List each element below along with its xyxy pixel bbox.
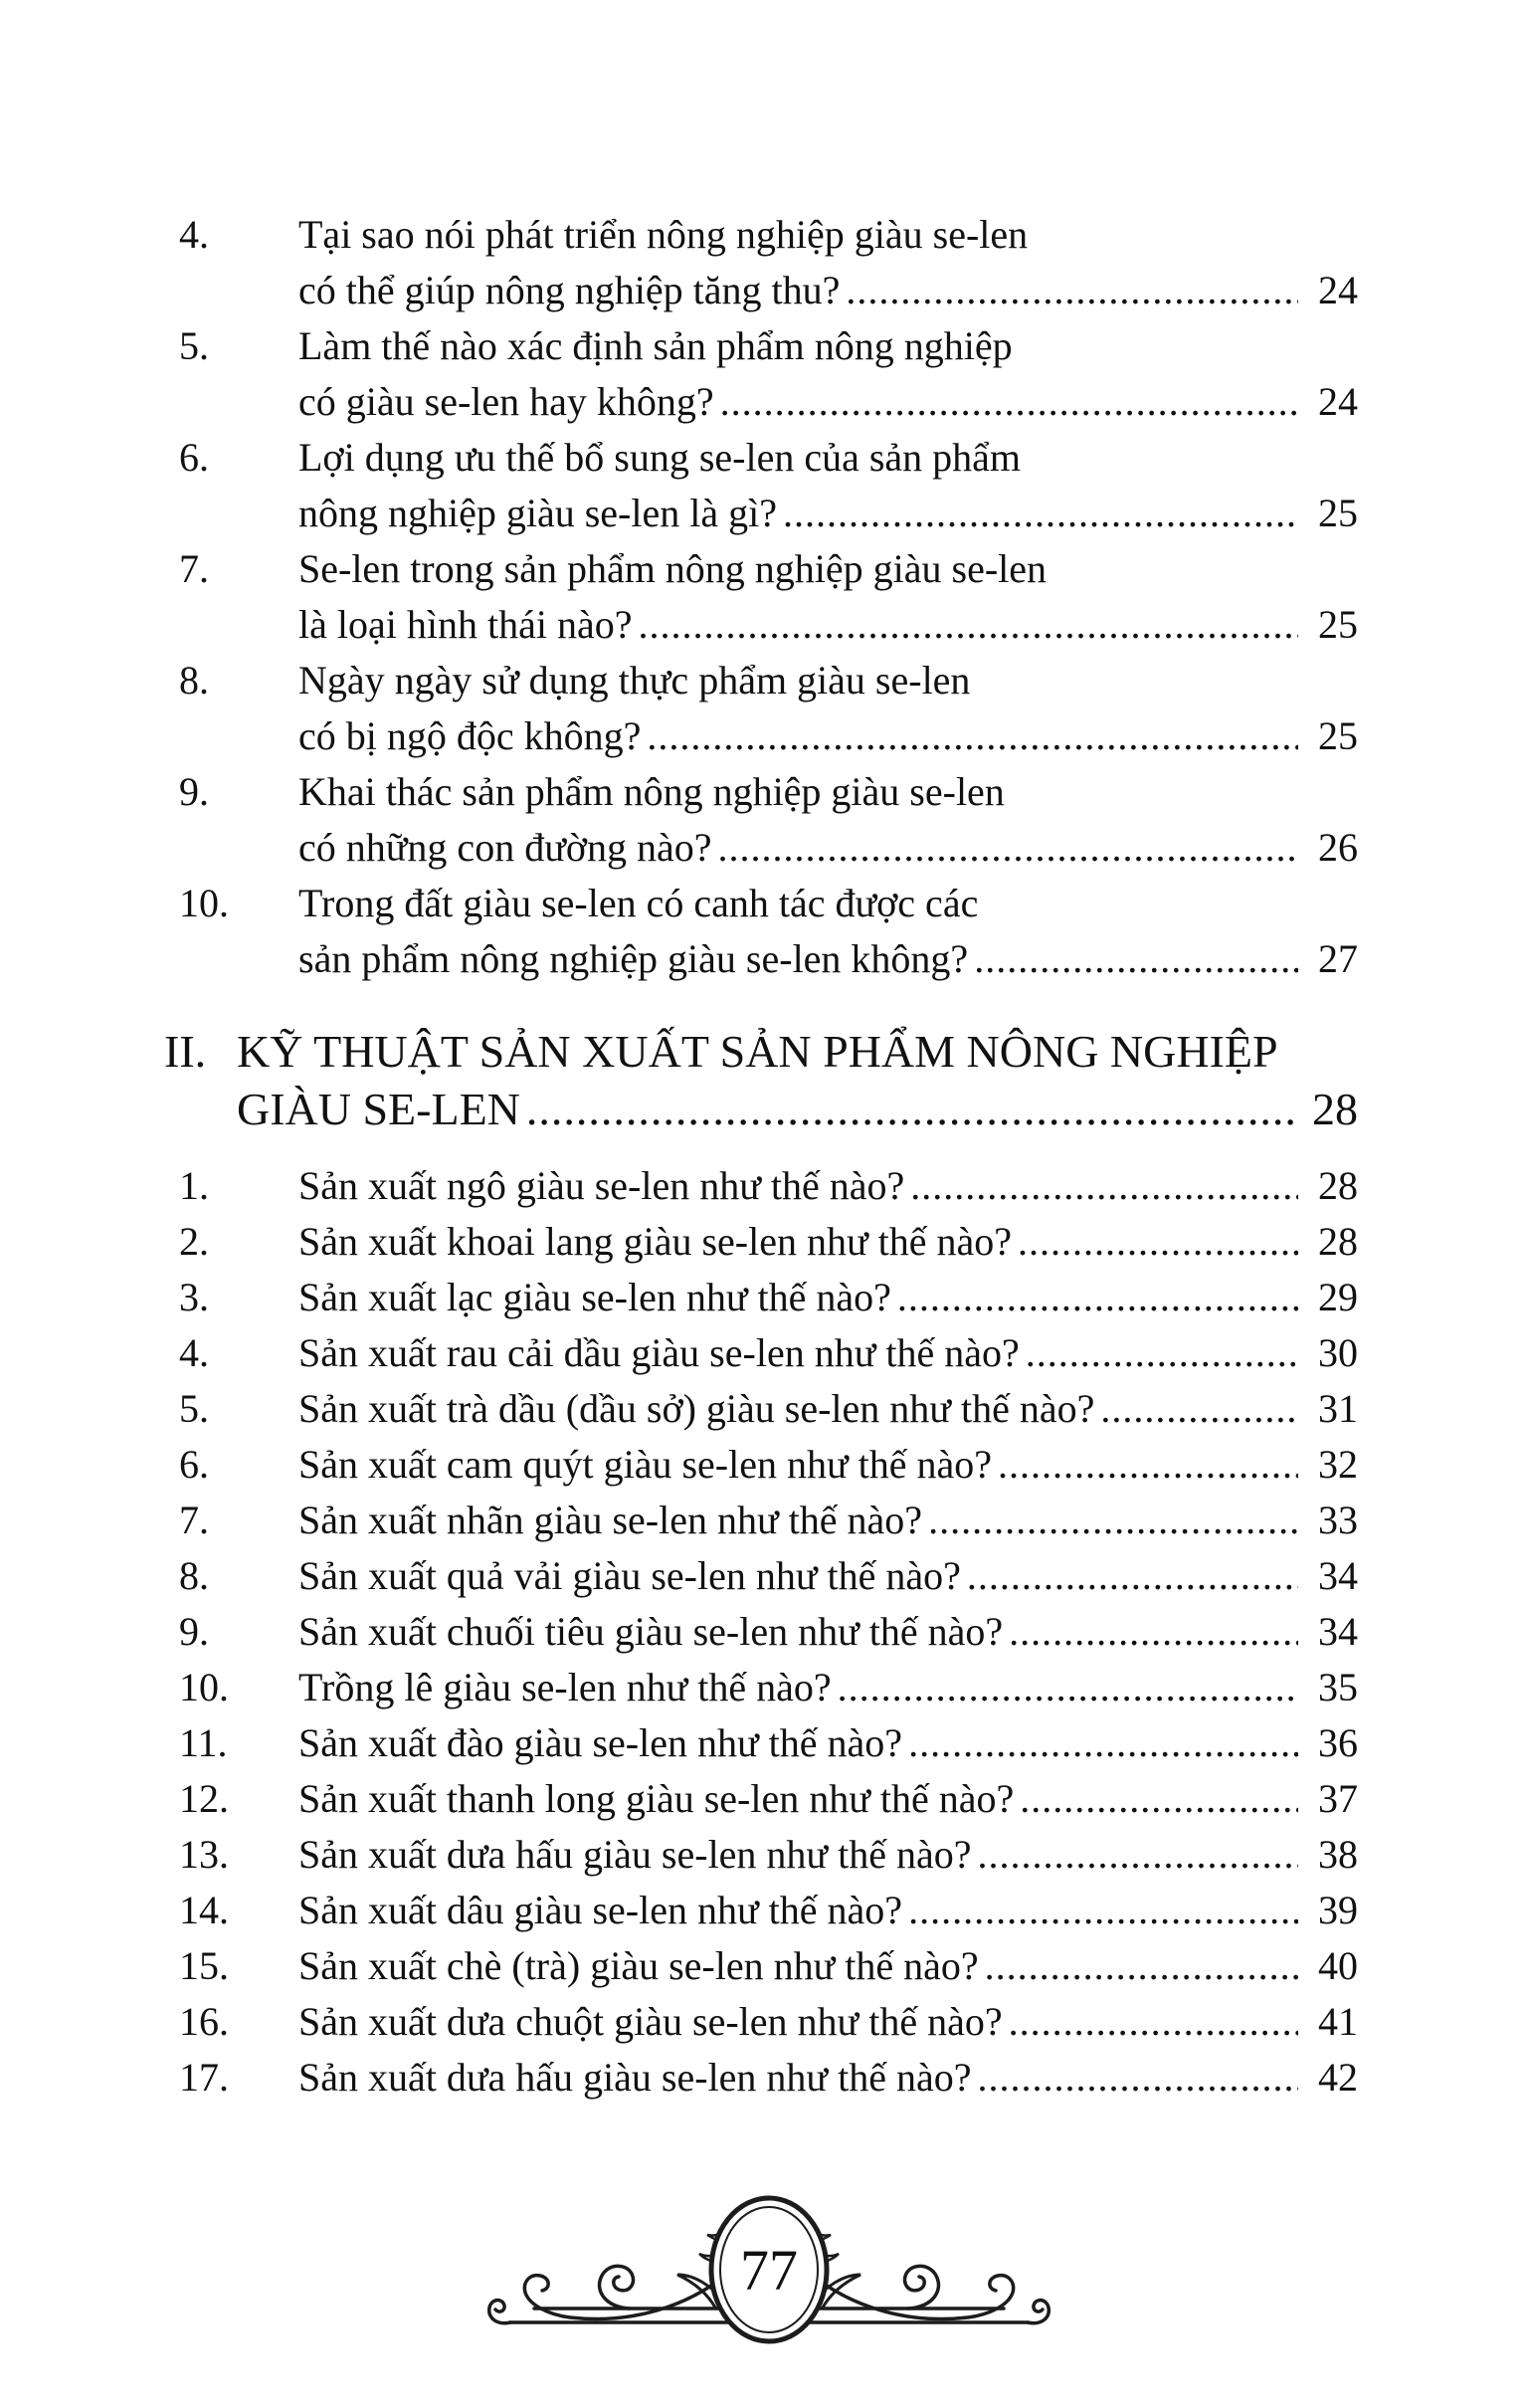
toc-section-title-line2: GIÀU SE-LEN <box>237 1084 520 1134</box>
toc-entry-page-number: 31 <box>1318 1386 1358 1431</box>
toc-entry-body <box>298 1158 1358 1214</box>
toc-entry-number: 8. <box>179 1553 209 1598</box>
dot-leader <box>720 374 1298 430</box>
toc-entry-text-line1: Ngày ngày sử dụng thực phẩm giàu se-len <box>298 658 971 702</box>
dot-leader <box>897 1270 1298 1325</box>
toc-entry-page-number: 34 <box>1318 1553 1358 1598</box>
toc-entry-text: Sản xuất ngô giàu se-len như thế nào? <box>298 1163 905 1208</box>
dot-leader <box>977 2050 1298 2106</box>
toc-entry-body <box>298 1660 1358 1715</box>
toc-entry-page-number: 34 <box>1318 1609 1358 1654</box>
toc-entry-line2-row <box>298 374 1358 430</box>
toc-entry <box>179 1270 1358 1325</box>
toc-entry-number: 17. <box>179 2055 229 2100</box>
toc-entry-row <box>298 2050 1358 2106</box>
flourish-ornament-icon <box>471 2175 1067 2374</box>
dot-leader <box>1020 1771 1298 1827</box>
toc-entry-page-number: 24 <box>1318 268 1358 312</box>
toc-entry <box>179 1994 1358 2050</box>
toc-entry-body <box>298 1994 1358 2050</box>
dot-leader <box>1100 1381 1298 1437</box>
toc-entry <box>179 1660 1358 1715</box>
toc-entry-page-number: 25 <box>1318 713 1358 758</box>
toc-entry-line2-row <box>298 486 1358 541</box>
toc-entry-body <box>298 1381 1358 1437</box>
toc-entry <box>179 1381 1358 1437</box>
toc-section-title-line1: KỸ THUẬT SẢN XUẤT SẢN PHẨM NÔNG NGHIỆP <box>237 1026 1278 1077</box>
toc-entry-text: Sản xuất đào giàu se-len như thế nào? <box>298 1720 903 1765</box>
toc-entry-page-number: 42 <box>1318 2055 1358 2100</box>
toc-entry-text-line2: là loại hình thái nào? <box>298 602 633 647</box>
toc-entry-text: Sản xuất chuối tiêu giàu se-len như thế nào? <box>298 1609 1004 1654</box>
toc-entry-row <box>298 1548 1358 1604</box>
toc-section-heading <box>164 1023 1358 1138</box>
toc-entry-text-line2: sản phẩm nông nghiệp giàu se-len không? <box>298 936 969 981</box>
toc-entry-number: 15. <box>179 1943 229 1988</box>
toc-entry-row <box>298 1660 1358 1715</box>
toc-entry-body <box>298 541 1358 653</box>
dot-leader <box>1026 1325 1298 1381</box>
toc-section-title-line2-row <box>237 1081 1358 1138</box>
toc-entry-body <box>298 653 1358 764</box>
toc-entry-row <box>298 1604 1358 1660</box>
footer-ornament <box>179 2175 1358 2379</box>
toc-entry-number: 2. <box>179 1219 209 1264</box>
toc-entry-page-number: 41 <box>1318 1999 1358 2044</box>
toc-entry-text: Sản xuất nhãn giàu se-len như thế nào? <box>298 1498 923 1542</box>
toc-entry-line2-row <box>298 708 1358 764</box>
dot-leader <box>985 1938 1298 1994</box>
toc-entry-number: 5. <box>179 1386 209 1431</box>
toc-entry-body <box>298 430 1358 541</box>
toc-entry-page-number: 37 <box>1318 1776 1358 1821</box>
toc-entry-number: 14. <box>179 1888 229 1932</box>
toc-entry-page-number: 25 <box>1318 491 1358 535</box>
toc-entry <box>179 1214 1358 1270</box>
toc-entry-text: Sản xuất rau cải dầu giàu se-len như thế nào? <box>298 1330 1020 1375</box>
toc-entry-text: Sản xuất chè (trà) giàu se-len như thế nào? <box>298 1943 979 1988</box>
toc-entry <box>179 1437 1358 1493</box>
toc-entry-number: 1. <box>179 1163 209 1208</box>
toc-entry-body <box>298 1827 1358 1883</box>
toc-entry-page-number: 27 <box>1318 936 1358 981</box>
toc-entry <box>179 1715 1358 1771</box>
toc-entry <box>179 1771 1358 1827</box>
toc-entry-body <box>298 1437 1358 1493</box>
toc-entry-number: 6. <box>179 435 209 480</box>
toc-entry-page-number: 28 <box>1318 1219 1358 1264</box>
dot-leader <box>967 1548 1298 1604</box>
dot-leader <box>838 1660 1298 1715</box>
toc-entry-page-number: 39 <box>1318 1888 1358 1932</box>
toc-entry-text: Sản xuất cam quýt giàu se-len như thế nào? <box>298 1442 993 1487</box>
toc-entry-text: Sản xuất lạc giàu se-len như thế nào? <box>298 1275 891 1319</box>
toc-entry-text-line1: Tại sao nói phát triển nông nghiệp giàu se-len <box>298 212 1029 257</box>
toc-entry-number: 8. <box>179 658 209 702</box>
toc-entry <box>179 430 1358 541</box>
dot-leader <box>526 1081 1298 1138</box>
toc-entry-number: 10. <box>179 1665 229 1709</box>
toc-entry-row <box>298 1158 1358 1214</box>
toc-entry-page-number: 26 <box>1318 825 1358 870</box>
toc-entry-page-number: 28 <box>1318 1163 1358 1208</box>
toc-entry-number: 13. <box>179 1832 229 1877</box>
dot-leader <box>1018 1214 1298 1270</box>
toc-entry-row <box>298 1883 1358 1938</box>
dot-leader <box>647 708 1298 764</box>
toc-entry <box>179 1493 1358 1548</box>
toc-entry-number: 12. <box>179 1776 229 1821</box>
toc-entry-body <box>298 1493 1358 1548</box>
dot-leader <box>974 931 1298 987</box>
toc-entry-number: 3. <box>179 1275 209 1319</box>
toc-entry-page-number: 38 <box>1318 1832 1358 1877</box>
dot-leader <box>718 820 1298 876</box>
toc-entry-body <box>298 1270 1358 1325</box>
toc-entry-text-line1: Se-len trong sản phẩm nông nghiệp giàu se-len <box>298 546 1048 591</box>
dot-leader <box>1009 1994 1298 2050</box>
toc-entry-body <box>298 876 1358 987</box>
toc-entry-body <box>298 1883 1358 1938</box>
toc-entry-text-line2: có bị ngộ độc không? <box>298 713 642 758</box>
toc-entry-row <box>298 1493 1358 1548</box>
toc-entry-page-number: 30 <box>1318 1330 1358 1375</box>
toc-entry-page-number: 25 <box>1318 602 1358 647</box>
toc-entry-body <box>298 1771 1358 1827</box>
toc-entry <box>179 876 1358 987</box>
toc-entry-page-number: 35 <box>1318 1665 1358 1709</box>
toc-entry-body <box>298 207 1358 318</box>
toc-entry-text: Sản xuất khoai lang giàu se-len như thế nào? <box>298 1219 1013 1264</box>
toc-entry-text: Sản xuất dưa hấu giàu se-len như thế nào? <box>298 1832 972 1877</box>
toc-entry-text: Sản xuất trà dầu (dầu sở) giàu se-len như thế nào? <box>298 1386 1095 1431</box>
toc-entry-text-line1: Lợi dụng ưu thế bổ sung se-len của sản phẩm <box>298 435 1022 480</box>
toc-entry-text: Sản xuất dưa hấu giàu se-len như thế nào? <box>298 2055 972 2100</box>
toc-entry-page-number: 32 <box>1318 1442 1358 1487</box>
toc-section-2-entries <box>179 1158 1358 2106</box>
dot-leader <box>998 1437 1298 1493</box>
toc-entry-number: 7. <box>179 1498 209 1542</box>
toc-entry-body <box>298 1938 1358 1994</box>
toc-entry-text-line1: Làm thế nào xác định sản phẩm nông nghiệp <box>298 323 1013 368</box>
toc-entry-text-line2: có những con đường nào? <box>298 825 712 870</box>
toc-entry-line2-row <box>298 597 1358 653</box>
toc-entry-number: 9. <box>179 1609 209 1654</box>
toc-entry-page-number: 36 <box>1318 1720 1358 1765</box>
toc-entry-text-line2: nông nghiệp giàu se-len là gì? <box>298 491 777 535</box>
toc-entry-text-line2: có thể giúp nông nghiệp tăng thu? <box>298 268 841 312</box>
toc-entry-number: 4. <box>179 1330 209 1375</box>
toc-entry <box>179 764 1358 876</box>
toc-entry-text: Trồng lê giàu se-len như thế nào? <box>298 1665 832 1709</box>
toc-entry-line2-row <box>298 263 1358 318</box>
toc-entry-line2-row <box>298 820 1358 876</box>
toc-entry-number: 9. <box>179 769 209 814</box>
toc-entry-number: 4. <box>179 212 209 257</box>
dot-leader <box>908 1715 1298 1771</box>
toc-entry-body <box>298 1604 1358 1660</box>
toc-section-heading-body <box>237 1023 1358 1138</box>
toc-section-page-number: 28 <box>1312 1084 1358 1134</box>
dot-leader <box>910 1158 1298 1214</box>
toc-entry-page-number: 33 <box>1318 1498 1358 1542</box>
toc-entry-row <box>298 1715 1358 1771</box>
toc-entry-number: 7. <box>179 546 209 591</box>
toc-entry-row <box>298 1437 1358 1493</box>
toc-entry <box>179 1827 1358 1883</box>
dot-leader <box>846 263 1298 318</box>
dot-leader <box>1009 1604 1298 1660</box>
toc-entry-body <box>298 764 1358 876</box>
toc-entry-text-line1: Khai thác sản phẩm nông nghiệp giàu se-len <box>298 769 1005 814</box>
toc-entry-body <box>298 318 1358 430</box>
toc-entry-body <box>298 1325 1358 1381</box>
dot-leader <box>928 1493 1298 1548</box>
toc-entry-page-number: 24 <box>1318 379 1358 424</box>
dot-leader <box>638 597 1298 653</box>
toc-entry <box>179 1548 1358 1604</box>
toc-entry-number: 6. <box>179 1442 209 1487</box>
toc-entry-body <box>298 1715 1358 1771</box>
toc-entry-text: Sản xuất quả vải giàu se-len như thế nào? <box>298 1553 961 1598</box>
toc-entry-body <box>298 2050 1358 2106</box>
toc-entry-row <box>298 1270 1358 1325</box>
toc-entry <box>179 1325 1358 1381</box>
toc-entry-row <box>298 1994 1358 2050</box>
dot-leader <box>908 1883 1298 1938</box>
toc-entry-number: 10. <box>179 881 229 925</box>
toc-entry-line2-row <box>298 931 1358 987</box>
toc-entry-number: 5. <box>179 323 209 368</box>
toc-entry-number: 11. <box>179 1720 228 1765</box>
toc-entry <box>179 207 1358 318</box>
toc-entry-page-number: 29 <box>1318 1275 1358 1319</box>
toc-entry-body <box>298 1214 1358 1270</box>
toc-entry <box>179 2050 1358 2106</box>
footer-page-number: 77 <box>739 2238 798 2303</box>
toc-entry-text-line2: có giàu se-len hay không? <box>298 379 714 424</box>
toc-entry <box>179 653 1358 764</box>
dot-leader <box>783 486 1298 541</box>
toc-entry <box>179 1158 1358 1214</box>
toc-entry <box>179 1883 1358 1938</box>
toc-entry-page-number: 40 <box>1318 1943 1358 1988</box>
toc-section-numeral: II. <box>164 1026 207 1077</box>
toc-entry-row <box>298 1827 1358 1883</box>
toc-entry-text: Sản xuất thanh long giàu se-len như thế nào? <box>298 1776 1015 1821</box>
toc-entry-number: 16. <box>179 1999 229 2044</box>
toc-entry-text: Sản xuất dâu giàu se-len như thế nào? <box>298 1888 903 1932</box>
toc-entry-text-line1: Trong đất giàu se-len có canh tác được các <box>298 881 979 925</box>
toc-entry-row <box>298 1381 1358 1437</box>
toc-entry <box>179 318 1358 430</box>
toc-entry-text: Sản xuất dưa chuột giàu se-len như thế nào? <box>298 1999 1003 2044</box>
toc-entry-body <box>298 1548 1358 1604</box>
toc-section-1-entries <box>179 207 1358 987</box>
toc-entry-row <box>298 1938 1358 1994</box>
toc-entry-row <box>298 1771 1358 1827</box>
table-of-contents <box>164 207 1358 2106</box>
toc-entry <box>179 541 1358 653</box>
toc-entry <box>179 1604 1358 1660</box>
dot-leader <box>977 1827 1298 1883</box>
toc-entry-row <box>298 1214 1358 1270</box>
toc-entry-row <box>298 1325 1358 1381</box>
toc-entry <box>179 1938 1358 1994</box>
